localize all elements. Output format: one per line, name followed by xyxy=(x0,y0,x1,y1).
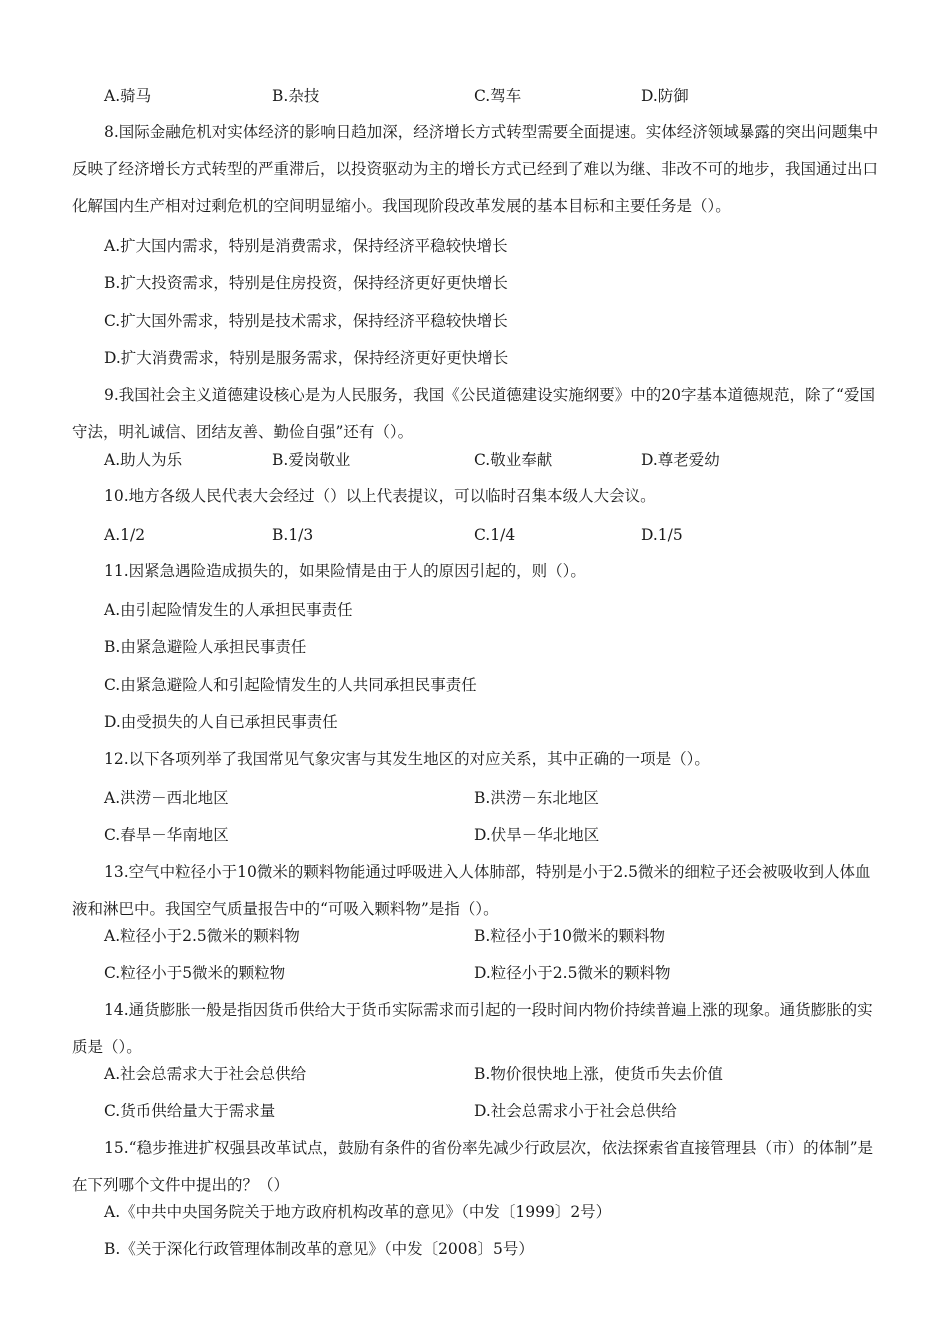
q11-option-a: A.由引起险情发生的人承担民事责任 xyxy=(104,601,353,619)
q14-option-a: A.社会总需求大于社会总供给 xyxy=(104,1065,307,1083)
q14-option-b: B.物价很快地上涨，使货币失去价值 xyxy=(474,1065,723,1083)
q8-option-a: A.扩大国内需求，特别是消费需求，保持经济平稳较快增长 xyxy=(104,237,508,255)
q15-question-text: 15.“稳步推进扩权强县改革试点，鼓励有条件的省份率先减少行政层次，依法探索省直接管理县（市）的体制”是在下列哪个文件中提出的？（） xyxy=(72,1139,874,1194)
q13-option-c: C.粒径小于5微米的颗粒物 xyxy=(104,964,286,982)
q14-question-text: 14.通货膨胀一般是指因货币供给大于货币实际需求而引起的一段时间内物价持续普遍上涨的现象。通货膨胀的实质是（）。 xyxy=(72,1001,873,1056)
q14-option-d: D.社会总需求小于社会总供给 xyxy=(474,1102,677,1120)
q13-option-a: A.粒径小于2.5微米的颗料物 xyxy=(104,927,300,945)
q14-option-c: C.货币供给量大于需求量 xyxy=(104,1102,276,1120)
q13-question-text: 13.空气中粒径小于10微米的颗料物能通过呼吸进入人体肺部，特别是小于2.5微米的细粒子还会被吸收到人体血液和淋巴中。我国空气质量报告中的“可吸入颗料物”是指（）。 xyxy=(72,863,871,918)
q11-question-text: 11.因紧急遇险造成损失的，如果险情是由于人的原因引起的，则（）。 xyxy=(104,562,586,580)
q9-option-a: A.助人为乐 xyxy=(104,451,183,469)
q12-option-c: C.春旱－华南地区 xyxy=(104,826,229,844)
q12-option-b: B.洪涝－东北地区 xyxy=(474,789,599,807)
q8-question-text: 8.国际金融危机对实体经济的影响日趋加深，经济增长方式转型需要全面提速。实体经济领域暴露的突出问题集中反映了经济增长方式转型的严重滞后，以投资驱动为主的增长方式已经到了难以为继、非改不可的地步，我国通过出口化解国内生产相对过剩危机的空间明显缩小。我国现阶段改革发展的基本目标和主要任务是（）。 xyxy=(72,123,879,215)
q10-option-d: D.1/5 xyxy=(641,526,683,544)
q12-option-a: A.洪涝－西北地区 xyxy=(104,789,229,807)
q7-option-d: D.防御 xyxy=(641,87,689,105)
q8-option-c: C.扩大国外需求，特别是技术需求，保持经济平稳较快增长 xyxy=(104,312,508,330)
q7-option-c: C.驾车 xyxy=(474,87,522,105)
q12-option-d: D.伏旱－华北地区 xyxy=(474,826,600,844)
q13-option-b: B.粒径小于10微米的颗料物 xyxy=(474,927,666,945)
q10-option-c: C.1/4 xyxy=(474,526,516,544)
q9-question-text: 9.我国社会主义道德建设核心是为人民服务，我国《公民道德建设实施纲要》中的20字基本道德规范，除了“爱国守法，明礼诚信、团结友善、勤俭自强”还有（）。 xyxy=(72,386,875,441)
q15-option-a: A.《中共中央国务院关于地方政府机构改革的意见》（中发〔1999〕2号） xyxy=(104,1203,612,1221)
q10-question-text: 10.地方各级人民代表大会经过（）以上代表提议，可以临时召集本级人大会议。 xyxy=(104,487,656,505)
q7-option-a: A.骑马 xyxy=(104,87,152,105)
q10-option-b: B.1/3 xyxy=(272,526,314,544)
q9-option-d: D.尊老爱幼 xyxy=(641,451,720,469)
q15-option-b: B.《关于深化行政管理体制改革的意见》（中发〔2008〕5号） xyxy=(104,1240,534,1258)
q7-option-b: B.杂技 xyxy=(272,87,320,105)
q11-option-b: B.由紧急避险人承担民事责任 xyxy=(104,638,307,656)
q12-question-text: 12.以下各项列举了我国常见气象灾害与其发生地区的对应关系，其中正确的一项是（）。 xyxy=(104,750,710,768)
q13-option-d: D.粒径小于2.5微米的颗料物 xyxy=(474,964,671,982)
q10-option-a: A.1/2 xyxy=(104,526,146,544)
q9-option-b: B.爱岗敬业 xyxy=(272,451,351,469)
q11-option-d: D.由受损失的人自已承担民事责任 xyxy=(104,713,338,731)
q8-option-d: D.扩大消费需求，特别是服务需求，保持经济更好更快增长 xyxy=(104,349,509,367)
q9-option-c: C.敬业奉献 xyxy=(474,451,553,469)
q11-option-c: C.由紧急避险人和引起险情发生的人共同承担民事责任 xyxy=(104,676,477,694)
q8-option-b: B.扩大投资需求，特别是住房投资，保持经济更好更快增长 xyxy=(104,274,508,292)
